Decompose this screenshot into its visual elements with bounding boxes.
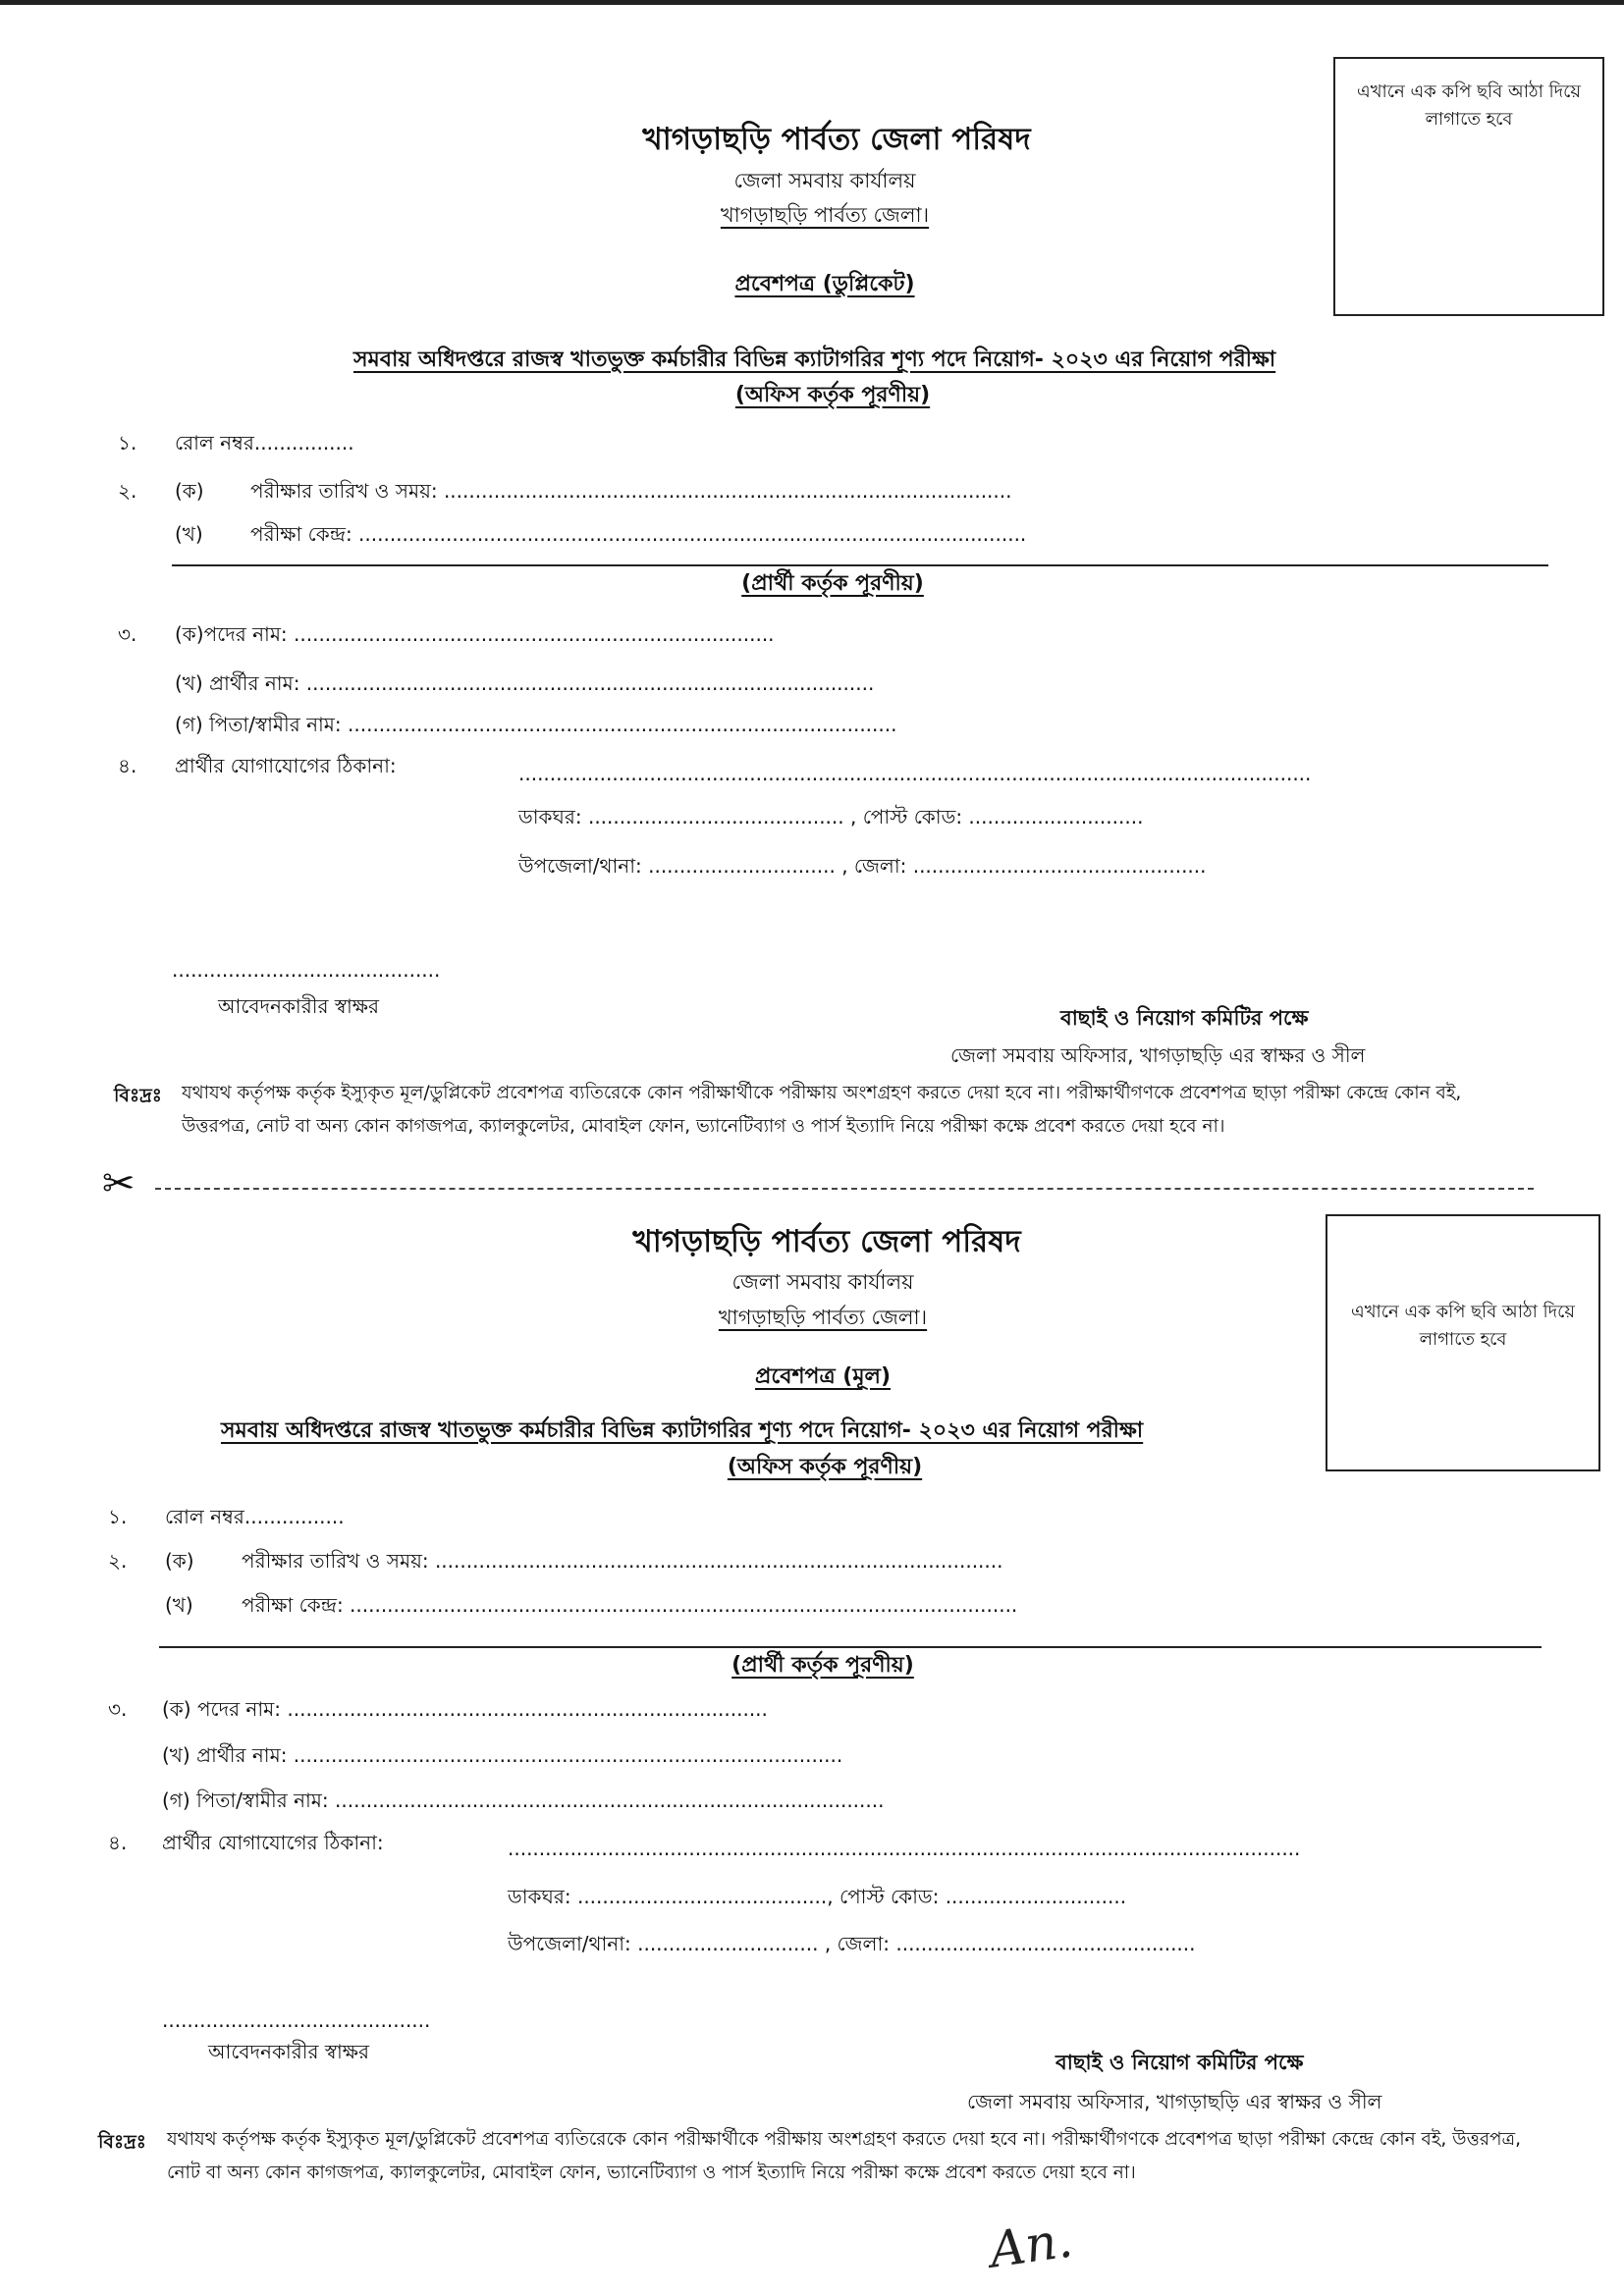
father-name-field: (গ) পিতা/স্বামীর নাম: ........................................................................................ bbox=[162, 1789, 885, 1812]
scissors-icon: ✂ bbox=[102, 1161, 135, 1206]
office-fill-label: (অফিস কর্তৃক পূরণীয়) bbox=[727, 1455, 923, 1479]
note-label: বিঃদ্রঃ bbox=[98, 2131, 146, 2153]
upazila-field: উপজেলা/থানা: ............................. , জেলা: ................................................ bbox=[508, 1932, 1196, 1955]
handwritten-initials: An. bbox=[986, 2211, 1076, 2279]
org-title: খাগড়াছড়ি পার্বত্য জেলা পরিষদ bbox=[642, 122, 1031, 157]
committee-label: বাছাই ও নিয়োগ কমিটির পক্ষে bbox=[1060, 1006, 1309, 1030]
post-office-field: ডাকঘর: ......................................... , পোস্ট কোড: ............................ bbox=[518, 805, 1144, 828]
exam-centre-field: পরীক্ষা কেন্দ্র: ........................................................................................................... bbox=[242, 1593, 1018, 1617]
photo-box-text: এখানে এক কপি ছবি আঠা দিয়ে লাগাতে হবে bbox=[1351, 1302, 1575, 1350]
exam-datetime-field: পরীক্ষার তারিখ ও সময়: ........................................................................................... bbox=[250, 479, 1012, 503]
address-index: ৪. bbox=[108, 1831, 128, 1854]
exam-title: সমবায় অধিদপ্তরে রাজস্ব খাতভুক্ত কর্মচারীর বিভিন্ন ক্যাটাগরির শূণ্য পদে নিয়োগ- ২০২৩ এর নিয়োগ পরীক্ষা bbox=[221, 1418, 1144, 1443]
officer-signature-label: জেলা সমবায় অফিসার, খাগড়াছড়ি এর স্বাক্ষর ও সীল bbox=[950, 1043, 1366, 1067]
exam-centre-sub: (খ) bbox=[165, 1593, 193, 1617]
applicant-signature-label: আবেদনকারীর স্বাক্ষর bbox=[208, 2040, 369, 2063]
admit-card-label: প্রবেশপত্র (ডুপ্লিকেট) bbox=[734, 272, 915, 296]
address-line: ............................................................................................................................... bbox=[508, 1837, 1301, 1860]
exam-centre-field: পরীক্ষা কেন্দ্র: ........................................................................................................... bbox=[250, 522, 1027, 546]
note-text: যথাযথ কর্তৃপক্ষ কর্তৃক ইস্যুকৃত মূল/ডুপ্লিকেট প্রবেশপত্র ব্যতিরেকে কোন পরীক্ষার্থীকে পরীক্ষায় অংশগ্রহণ করতে দেয়া হবে না। পরীক্ষার্থীগণকে প্রবেশপত্র ছাড়া পরীক্ষা কেন্দ্রে কোন বই, উত্তরপত্র, নোট বা অন্য কোন কাগজপত্র, ক্যালকুলেটর, মোবাইল ফোন, ভ্যানেটিব্যাগ ও পার্স ইত্যাদি নিয়ে পরীক্ষা কক্ষে প্রবেশ করতে দেয়া হবে না। bbox=[167, 2129, 1522, 2183]
roll-number-field: রোল নম্বর................ bbox=[165, 1505, 345, 1528]
exam-datetime-index: ২. bbox=[108, 1549, 128, 1573]
district-name: খাগড়াছড়ি পার্বত্য জেলা। bbox=[720, 203, 930, 227]
note-text: যথাযথ কর্তৃপক্ষ কর্তৃক ইস্যুকৃত মূল/ডুপ্লিকেট প্রবেশপত্র ব্যতিরেকে কোন পরীক্ষার্থীকে পরীক্ষায় অংশগ্রহণ করতে দেয়া হবে না। পরীক্ষার্থীগণকে প্রবেশপত্র ছাড়া পরীক্ষা কেন্দ্রে কোন বই, উত্তরপত্র, নোট বা অন্য কোন কাগজপত্র, ক্যালকুলেটর, মোবাইল ফোন, ভ্যানেটিব্যাগ ও পার্স ইত্যাদি নিয়ে পরীক্ষা কক্ষে প্রবেশ করতে দেয়া হবে না। bbox=[182, 1083, 1462, 1137]
photo-placeholder-box bbox=[1326, 1214, 1600, 1471]
address-label: প্রার্থীর যোগাযোগের ঠিকানা: bbox=[175, 754, 397, 777]
upazila-field: উপজেলা/থানা: .............................. , জেলা: ............................................... bbox=[518, 854, 1207, 878]
office-name: জেলা সমবায় কার্যালয় bbox=[733, 169, 916, 192]
post-name-index: ৩. bbox=[118, 622, 137, 646]
photo-placeholder-box bbox=[1333, 57, 1604, 316]
applicant-signature-line: ........................................... bbox=[162, 2008, 431, 2032]
org-title: খাগড়াছড়ি পার্বত্য জেলা পরিষদ bbox=[632, 1224, 1021, 1259]
exam-datetime-sub: (ক) bbox=[175, 479, 204, 503]
post-name-field: (ক) পদের নাম: ............................................................................. bbox=[162, 1697, 768, 1721]
cut-line bbox=[155, 1188, 1534, 1190]
address-index: ৪. bbox=[118, 754, 137, 777]
officer-signature-label: জেলা সমবায় অফিসার, খাগড়াছড়ি এর স্বাক্ষর ও সীল bbox=[967, 2090, 1382, 2113]
exam-datetime-field: পরীক্ষার তারিখ ও সময়: ........................................................................................... bbox=[242, 1549, 1003, 1573]
exam-datetime-index: ২. bbox=[118, 479, 137, 503]
father-name-field: (গ) পিতা/স্বামীর নাম: ........................................................................................ bbox=[175, 713, 897, 736]
post-office-field: ডাকঘর: ........................................, পোস্ট কোড: ............................. bbox=[508, 1885, 1127, 1908]
exam-datetime-sub: (ক) bbox=[165, 1549, 194, 1573]
exam-centre-sub: (খ) bbox=[175, 522, 203, 546]
roll-number-index: ১. bbox=[118, 431, 137, 454]
note-label: বিঃদ্রঃ bbox=[114, 1085, 162, 1106]
applicant-fill-label: (প্রার্থী কর্তৃক পূরণীয়) bbox=[741, 571, 924, 596]
post-name-index: ৩. bbox=[108, 1697, 128, 1721]
post-name-field: (ক)পদের নাম: ............................................................................. bbox=[175, 622, 775, 646]
address-label: প্রার্থীর যোগাযোগের ঠিকানা: bbox=[162, 1831, 384, 1854]
admit-card-label: প্রবেশপত্র (মূল) bbox=[755, 1364, 891, 1389]
applicant-signature-label: আবেদনকারীর স্বাক্ষর bbox=[218, 994, 379, 1018]
exam-title: সমবায় অধিদপ্তরে রাজস্ব খাতভুক্ত কর্মচারীর বিভিন্ন ক্যাটাগরির শূণ্য পদে নিয়োগ- ২০২৩ এর নিয়োগ পরীক্ষা bbox=[353, 347, 1276, 372]
applicant-fill-label: (প্রার্থী কর্তৃক পূরণীয়) bbox=[731, 1653, 914, 1678]
office-fill-label: (অফিস কর্তৃক পূরণীয়) bbox=[734, 383, 931, 407]
district-name: খাগড়াছড়ি পার্বত্য জেলা। bbox=[718, 1306, 928, 1329]
roll-number-field: রোল নম্বর................ bbox=[175, 431, 354, 454]
applicant-signature-line: ........................................... bbox=[172, 958, 441, 982]
committee-label: বাছাই ও নিয়োগ কমিটির পক্ষে bbox=[1056, 2051, 1304, 2074]
office-name: জেলা সমবায় কার্যালয় bbox=[731, 1270, 914, 1294]
applicant-name-field: (খ) প্রার্থীর নাম: ........................................................................................ bbox=[162, 1743, 843, 1767]
applicant-name-field: (খ) প্রার্থীর নাম: ........................................................................................... bbox=[175, 671, 875, 695]
roll-number-index: ১. bbox=[108, 1505, 128, 1528]
top-edge-rule bbox=[0, 0, 1624, 5]
photo-box-text: এখানে এক কপি ছবি আঠা দিয়ে লাগাতে হবে bbox=[1357, 81, 1581, 130]
address-line: ............................................................................................................................... bbox=[518, 762, 1312, 785]
